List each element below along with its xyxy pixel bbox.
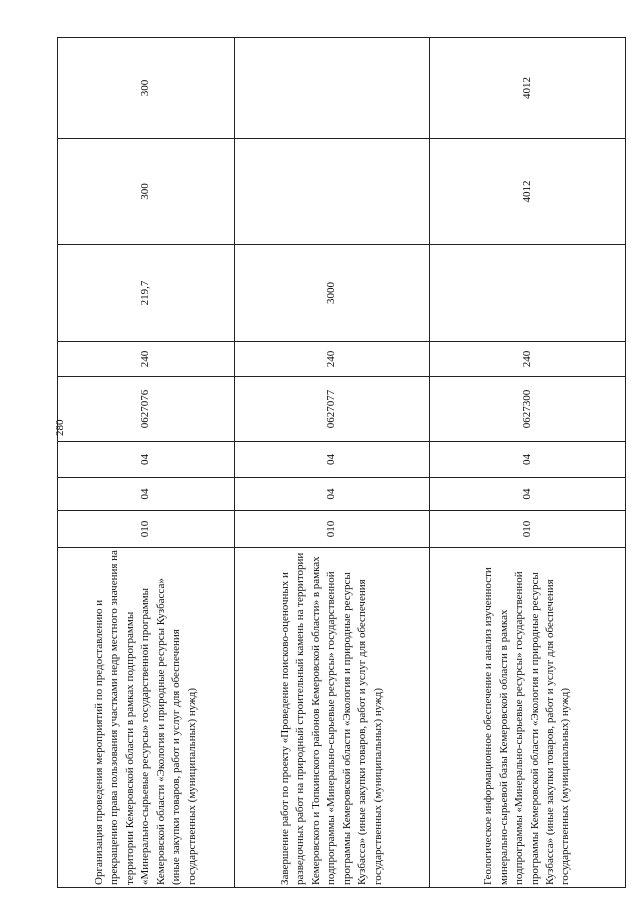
section-code: 04 xyxy=(430,478,626,511)
amount-year-3 xyxy=(235,38,430,139)
expense-type-code: 240 xyxy=(430,342,626,377)
expense-type-code: 240 xyxy=(58,342,235,377)
ministry-code: 010 xyxy=(430,511,626,548)
budget-table-rotated xyxy=(57,38,625,888)
row-description: Завершение работ по проекту «Проведение поисково-оценочных и разведочных работ на природный строительный камень на территории Кемеровского и Топкинского районов Кемеровской области» в рамках подпрограммы «Минерально-сырьевые ресурсы» государственной программы Кемеровской области «Экология и природные ресурсы Кузбасса» (иные закупки товаров, работ и услуг для обеспечения государственных (муниципальных) нужд) xyxy=(235,548,430,888)
ministry-code: 010 xyxy=(58,511,235,548)
subsection-code: 04 xyxy=(58,442,235,478)
target-article-code: 0627076 xyxy=(58,377,235,442)
table-row xyxy=(430,38,626,888)
amount-year-3: 4012 xyxy=(430,38,626,139)
section-code: 04 xyxy=(235,478,430,511)
subsection-code: 04 xyxy=(235,442,430,478)
ministry-code: 010 xyxy=(235,511,430,548)
budget-table xyxy=(57,37,626,888)
target-article-code: 0627300 xyxy=(430,377,626,442)
section-code: 04 xyxy=(58,478,235,511)
amount-year-2 xyxy=(235,139,430,245)
table-row xyxy=(58,38,235,888)
row-description: Организация проведения мероприятий по предоставлению и прекращению права пользования участками недр местного значения на территории Кемеровской области в рамках подпрограммы «Минерально-сырьевые ресурсы» государственной программы Кемеровской области «Экология и природные ресурсы Кузбасса» (иные закупки товаров, работ и услуг для обеспечения государственных (муниципальных) нужд) xyxy=(58,548,235,888)
expense-type-code: 240 xyxy=(235,342,430,377)
amount-year-1: 3000 xyxy=(235,245,430,342)
amount-year-2: 4012 xyxy=(430,139,626,245)
table-row xyxy=(235,38,430,888)
page-number: 280 xyxy=(54,419,66,436)
amount-year-3: 300 xyxy=(58,38,235,139)
row-description: Геологическое информационное обеспечение и анализ изученности минерально-сырьевой базы Кемеровской области в рамках подпрограммы «Минерально-сырьевые ресурсы» государственной программы Кемеровской области «Экология и природные ресурсы Кузбасса» (иные закупки товаров, работ и услуг для обеспечения государственных (муниципальных) нужд) xyxy=(430,548,626,888)
amount-year-1 xyxy=(430,245,626,342)
target-article-code: 0627077 xyxy=(235,377,430,442)
subsection-code: 04 xyxy=(430,442,626,478)
amount-year-2: 300 xyxy=(58,139,235,245)
amount-year-1: 219,7 xyxy=(58,245,235,342)
